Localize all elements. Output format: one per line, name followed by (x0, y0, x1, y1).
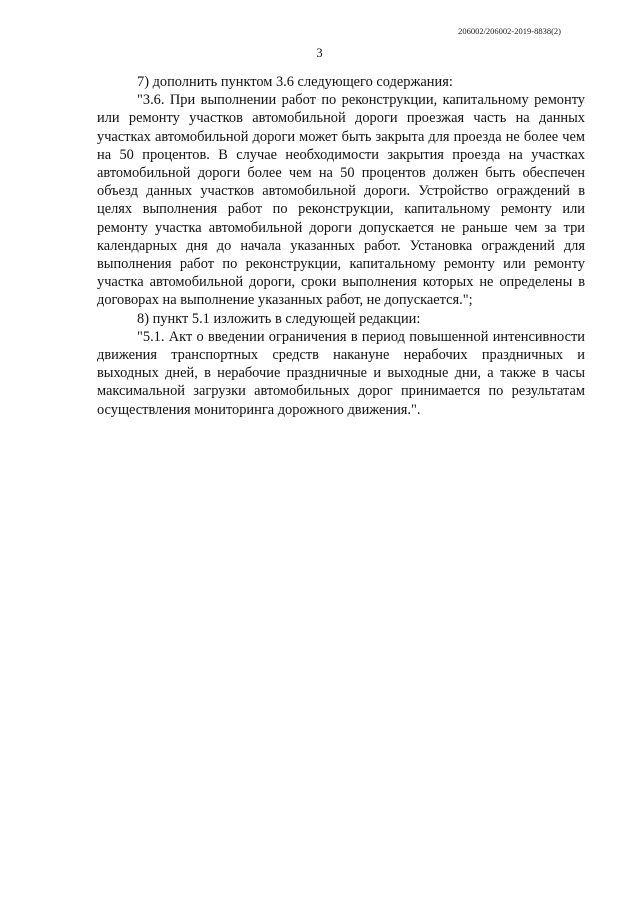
paragraph-clause-5-1: "5.1. Акт о введении ограничения в период повышенной интенсивности движения транспортных средств накануне нерабочих праздничных и выходных дней, в нерабочие праздничные и выходные дни, а также в часы максимальной загрузки автомобильных дорог принимается по результатам осуществления мониторинга дорожного движения.". (97, 328, 585, 418)
paragraph-clause-3-6: "3.6. При выполнении работ по реконструкции, капитальному ремонту или ремонту участков автомобильной дороги проезжая часть на данных участках автомобильной дороги может быть закрыта для проезда не более чем на 50 процентов. В случае необходимости закрытия проезда на участках автомобильной дороги более чем на 50 процентов должен быть обеспечен объезд данных участков автомобильной дороги. Устройство ограждений в целях выполнения работ по реконструкции, капитальному ремонту или ремонту участка автомобильной дороги допускается не раньше чем за три календарных дня до начала указанных работ. Установка ограждений для выполнения работ по реконструкции, капитальному ремонту или ремонту участка автомобильной дороги, сроки выполнения которых не определены в договорах на выполнение указанных работ, не допускается."; (97, 92, 585, 309)
paragraph-item-8: 8) пункт 5.1 изложить в следующей редакции: (137, 310, 421, 327)
page-number: 3 (316, 46, 323, 60)
document-code: 206002/206002-2019-8838(2) (458, 26, 561, 36)
document-body (97, 73, 585, 419)
paragraph-item-7: 7) дополнить пунктом 3.6 следующего содержания: (137, 74, 453, 90)
